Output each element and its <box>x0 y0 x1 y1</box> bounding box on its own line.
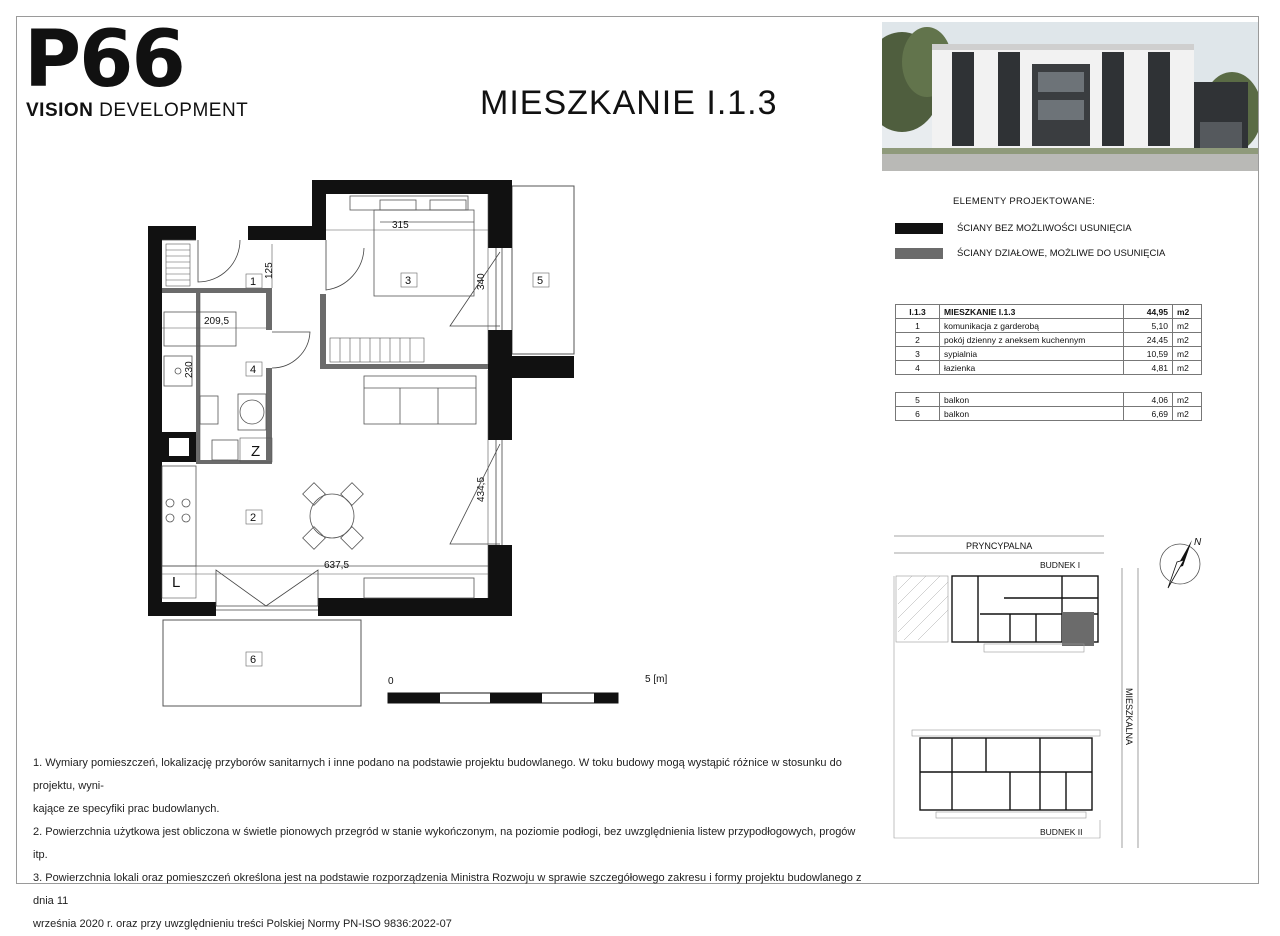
wardrobe <box>166 244 424 362</box>
note-line: 3. Powierzchnia lokali oraz pomieszczeń określona jest na podstawie rozporządzenia Ministra Rozwoju w sprawie szczegółowego zakresu i formy projektu budowlanego z dnia 11 <box>33 872 862 907</box>
table-cell: łazienka <box>940 361 1124 375</box>
dining-set <box>303 483 364 550</box>
table-cell: 5,10 <box>1124 319 1173 333</box>
note-line: 2. Powierzchnia użytkowa jest obliczona w świetle pionowych przegród w stanie wykończonym, na poziomie podłogi, bez uwzględnienia listew przypodłogowych, progów itp. <box>33 826 856 861</box>
page-title: MIESZKANIE I.1.3 <box>480 84 778 122</box>
scale-end: 5 [m] <box>645 674 668 685</box>
table-cell: m2 <box>1173 393 1202 407</box>
room-label: 4 <box>250 364 257 376</box>
table-cell: 10,59 <box>1124 347 1173 361</box>
dim-label: 125 <box>264 262 275 279</box>
scale-start: 0 <box>388 676 394 687</box>
table-cell: I.1.3 <box>896 305 940 319</box>
table-cell: 44,95 <box>1124 305 1173 319</box>
table-cell: 1 <box>896 319 940 333</box>
note-line: 1. Wymiary pomieszczeń, lokalizację przyborów sanitarnych i inne podano na podstawie projektu budowlanego. W toku budowy mogą wystąpić różnice w stosunku do projektu, wyni- <box>33 757 842 792</box>
dimension-labels <box>184 220 487 571</box>
room-label: 2 <box>250 512 257 524</box>
scale-bar <box>388 674 667 703</box>
table-cell: komunikacja z garderobą <box>940 319 1124 333</box>
logo-bold: VISION <box>26 100 94 121</box>
street-mieszkalna: MIESZKALNA <box>1124 688 1134 746</box>
table-cell: 4,81 <box>1124 361 1173 375</box>
windows <box>162 240 502 610</box>
building-2-outline <box>920 738 1092 810</box>
north-label: N <box>1194 537 1202 548</box>
room-label: 1 <box>250 276 257 288</box>
table-cell: pokój dzienny z aneksem kuchennym <box>940 333 1124 347</box>
building-1-label: BUDNEK I <box>1040 560 1081 570</box>
logo-rest: DEVELOPMENT <box>93 100 249 121</box>
table-cell: 3 <box>896 347 940 361</box>
table-cell: 4,06 <box>1124 393 1173 407</box>
dim-label: 209,5 <box>204 316 230 327</box>
table-cell: balkon <box>940 407 1124 421</box>
table-cell: MIESZKANIE I.1.3 <box>940 305 1124 319</box>
legend-label: ŚCIANY DZIAŁOWE, MOŻLIWE DO USUNIĘCIA <box>957 247 1166 259</box>
north-arrow-icon <box>1160 537 1202 588</box>
load-bearing-walls <box>148 180 574 616</box>
note-line: kające ze specyfiki prac budowlanych. <box>33 803 220 815</box>
table-cell: m2 <box>1173 407 1202 421</box>
dim-label: 637,5 <box>324 560 350 571</box>
table-cell: 2 <box>896 333 940 347</box>
table-cell: 6,69 <box>1124 407 1173 421</box>
dim-label: 340 <box>476 273 487 290</box>
logo-mark: P66 <box>24 15 184 105</box>
site-plan <box>894 536 1202 848</box>
room-label: 5 <box>537 275 544 287</box>
legend-label: ŚCIANY BEZ MOŻLIWOŚCI USUNIĘCIA <box>957 222 1132 234</box>
shaft <box>169 438 189 456</box>
table-cell: 24,45 <box>1124 333 1173 347</box>
dim-label: 315 <box>392 220 409 231</box>
table-cell: balkon <box>940 393 1124 407</box>
fixture-label-z: Z <box>251 443 261 460</box>
table-cell: 4 <box>896 361 940 375</box>
sofa <box>364 376 476 424</box>
table-cell: m2 <box>1173 333 1202 347</box>
table-cell: m2 <box>1173 305 1202 319</box>
room-label: 3 <box>405 275 412 287</box>
dim-label: 434,5 <box>476 476 487 502</box>
dim-label: 230 <box>184 361 195 378</box>
fixture-label-l: L <box>172 574 181 591</box>
note-line: września 2020 r. oraz przy uwzględnieniu treści Polskiej Normy PN-ISO 9836:2022-07 <box>33 918 452 930</box>
table-cell: 6 <box>896 407 940 421</box>
floor-plan <box>148 180 574 706</box>
building-2-label: BUDNEK II <box>1040 827 1083 837</box>
room-label: 6 <box>250 654 257 666</box>
balcony-5-outline <box>512 186 574 354</box>
legend-title: ELEMENTY PROJEKTOWANE: <box>953 196 1096 207</box>
table-cell: m2 <box>1173 319 1202 333</box>
table-cell: m2 <box>1173 347 1202 361</box>
door-swings <box>198 240 500 606</box>
table-cell: sypialnia <box>940 347 1124 361</box>
apartment-highlight <box>1062 612 1094 646</box>
table-cell: 5 <box>896 393 940 407</box>
street-pryncypalna: PRYNCYPALNA <box>966 541 1033 551</box>
notes <box>33 752 863 936</box>
table-cell: m2 <box>1173 361 1202 375</box>
